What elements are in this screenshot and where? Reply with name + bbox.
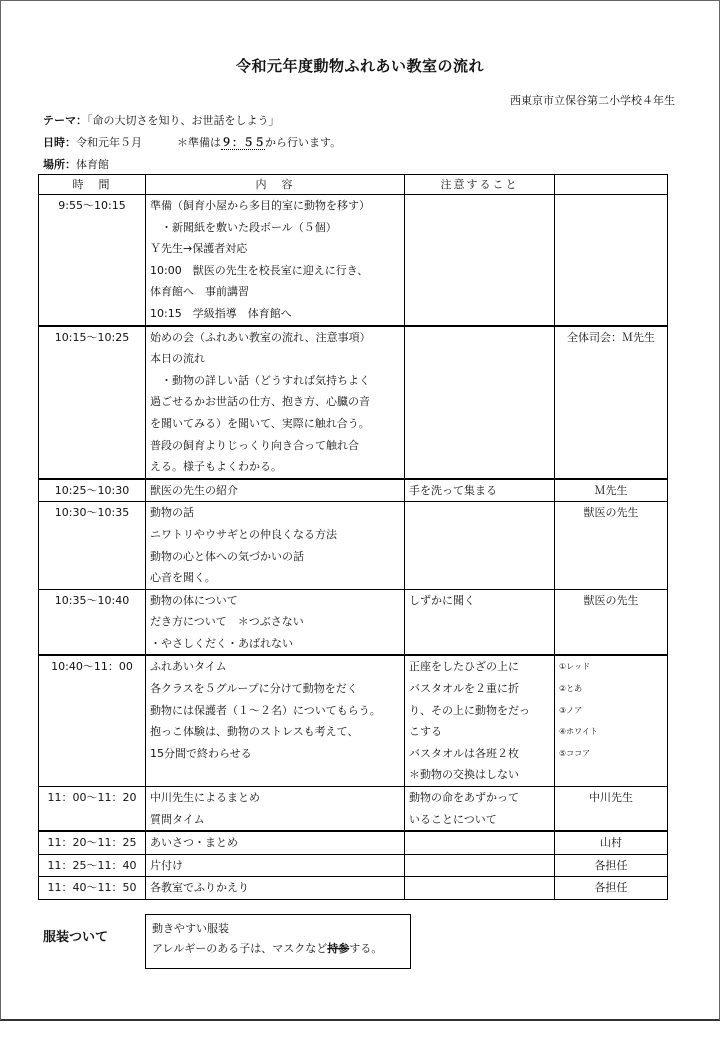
- row-content-line: 動物の話: [150, 506, 194, 520]
- date-line: [43, 134, 341, 150]
- table-row: [39, 479, 668, 502]
- row-content: [146, 787, 405, 832]
- row-content: [146, 195, 405, 326]
- row-notes-line: り、その上に動物をだっ: [409, 703, 530, 717]
- row-person: [555, 655, 668, 786]
- table-header-row: [39, 175, 668, 195]
- row-content-line: あいさつ・まとめ: [150, 836, 238, 850]
- row-time: 10:25〜10:30: [39, 479, 146, 502]
- row-time: 10:35〜10:40: [39, 589, 146, 655]
- header-time: 時 間: [39, 175, 146, 195]
- row-content: [146, 589, 405, 655]
- row-content-line: Ｙ先生→保護者対応: [150, 242, 248, 256]
- row-notes: [405, 831, 555, 854]
- row-notes-line: バスタオルを２重に折: [409, 682, 519, 696]
- row-person: [555, 589, 668, 655]
- theme-line: [43, 112, 280, 128]
- place-value: 体育館: [76, 158, 109, 171]
- row-notes: [405, 854, 555, 877]
- row-content-line: 動物の心と体への気づかいの話: [150, 549, 304, 563]
- row-person: [555, 195, 668, 326]
- dress-line-2-prefix: アレルギーのある子は、マスクなど: [152, 942, 328, 955]
- schedule-table: [38, 174, 668, 900]
- row-notes: [405, 787, 555, 832]
- row-person: [555, 326, 668, 479]
- row-person-line: 各担任: [594, 858, 628, 872]
- row-content-line: 15分間で終わらせる: [150, 746, 252, 760]
- row-time: 11：40〜11：50: [39, 877, 146, 900]
- row-content-line: ふれあいタイム: [150, 660, 227, 674]
- row-time: 10:15〜10:25: [39, 326, 146, 479]
- table-row: [39, 195, 668, 326]
- table-row: [39, 854, 668, 877]
- row-content: [146, 326, 405, 479]
- row-content-line: 10:15 学級指導 体育館へ: [150, 306, 292, 320]
- table-row: [39, 831, 668, 854]
- row-time: 11：00〜11：20: [39, 787, 146, 832]
- prep-time: ９：５５: [221, 136, 265, 149]
- row-content: [146, 877, 405, 900]
- row-person-line: 各担任: [594, 881, 628, 895]
- school-name: 西東京市立保谷第二小学校４年生: [510, 94, 675, 107]
- row-content: [146, 831, 405, 854]
- dress-line-2: [152, 939, 404, 959]
- row-content: [146, 854, 405, 877]
- row-notes-line: こする: [409, 725, 442, 739]
- row-content-line: ・新聞紙を敷いた段ボール（５個）: [150, 220, 337, 234]
- row-notes: [405, 877, 555, 900]
- row-person-line: ③ノア: [559, 705, 583, 715]
- header-notes: 注意すること: [405, 175, 555, 195]
- row-content-line: 各クラスを５グループに分けて動物をだく: [150, 682, 358, 696]
- row-person-line: 山村: [600, 836, 622, 850]
- row-content-line: える。様子もよくわかる。: [150, 460, 282, 474]
- dress-box: [145, 914, 411, 969]
- row-content-line: 過ごせるかお世話の仕方、抱き方、心臓の音: [150, 395, 370, 409]
- row-content-line: 体育館へ 事前講習: [150, 285, 249, 299]
- row-person-line: 中川先生: [589, 791, 633, 805]
- prep-suffix: から行います。: [265, 136, 342, 149]
- document-title: 令和元年度動物ふれあい教室の流れ: [235, 57, 484, 75]
- row-content: [146, 655, 405, 786]
- row-content-line: 獣医の先生の紹介: [150, 483, 238, 497]
- row-person-line: ④ホワイト: [559, 727, 598, 737]
- row-person-line: ⑤ココア: [559, 748, 591, 758]
- row-time: 10:30〜10:35: [39, 502, 146, 589]
- dress-line-1: 動きやすい服装: [152, 922, 229, 935]
- table-row: [39, 655, 668, 786]
- row-notes: [405, 326, 555, 479]
- dress-line-2-strike: 持参: [327, 942, 350, 955]
- table-row: [39, 589, 668, 655]
- row-content-line: ・動物の詳しい話（どうすれば気持ちよく: [150, 373, 370, 387]
- row-notes-line: 正座をしたひざの上に: [409, 660, 519, 674]
- row-content-line: 抱っこ体験は、動物のストレスも考えて、: [150, 725, 359, 739]
- row-content-line: 質問タイム: [150, 812, 205, 826]
- row-content: [146, 479, 405, 502]
- row-notes-line: バスタオルは各班２枚: [409, 746, 519, 760]
- row-person: [555, 479, 668, 502]
- row-content-line: 心音を聞く。: [150, 571, 216, 585]
- row-content: [146, 502, 405, 589]
- row-time: 11：20〜11：25: [39, 831, 146, 854]
- date-label: 日時：: [43, 136, 76, 149]
- row-content-line: 普段の飼育よりじっくり向き合って触れ合: [150, 438, 359, 452]
- row-notes: [405, 502, 555, 589]
- row-person: [555, 854, 668, 877]
- row-notes-line: 手を洗って集まる: [409, 483, 497, 497]
- row-notes-line: ＊動物の交換はしない: [409, 768, 519, 782]
- row-person: [555, 831, 668, 854]
- header-content: 内 容: [146, 175, 405, 195]
- row-person: [555, 877, 668, 900]
- row-person-line: 獣医の先生: [583, 593, 639, 607]
- row-notes: [405, 479, 555, 502]
- table-row: [39, 502, 668, 589]
- table-row: [39, 787, 668, 832]
- row-notes-line: いることについて: [409, 812, 497, 826]
- row-content-line: 10:00 獣医の先生を校長室に迎えに行き、: [150, 263, 369, 277]
- row-content-line: 始めの会（ふれあい教室の流れ、注意事項）: [150, 330, 371, 344]
- row-content-line: 動物には保護者（１〜２名）についてもらう。: [150, 703, 381, 717]
- row-notes-line: 動物の命をあずかって: [409, 791, 519, 805]
- table-row: [39, 877, 668, 900]
- row-person-line: 獣医の先生: [583, 506, 639, 520]
- schedule-body: [39, 195, 668, 900]
- row-content-line: 各教室でふりかえり: [150, 881, 249, 895]
- row-notes: [405, 195, 555, 326]
- row-person: [555, 502, 668, 589]
- row-content-line: ニワトリやウサギとの仲良くなる方法: [150, 527, 337, 541]
- prep-prefix: ＊準備は: [177, 136, 221, 149]
- row-notes-line: しずかに聞く: [409, 593, 475, 607]
- table-row: [39, 326, 668, 479]
- row-content-line: だき方について ＊つぶさない: [150, 615, 304, 629]
- row-content-line: 中川先生によるまとめ: [150, 791, 260, 805]
- row-content-line: 片付け: [150, 858, 183, 872]
- row-person-line: 全体司会：Ｍ先生: [567, 330, 655, 344]
- row-person-line: ②とあ: [559, 684, 583, 694]
- row-notes: [405, 589, 555, 655]
- row-person-line: ①レッド: [559, 662, 591, 672]
- row-content-line: 本日の流れ: [150, 352, 205, 366]
- dress-label: 服装ついて: [43, 930, 109, 945]
- row-person: [555, 787, 668, 832]
- row-content-line: 準備（飼育小屋から多目的室に動物を移す）: [150, 199, 370, 212]
- place-label: 場所：: [43, 158, 76, 171]
- date-value: 令和元年５月: [76, 136, 142, 149]
- row-time: 10:40〜11：00: [39, 655, 146, 786]
- row-content-line: ・やさしくだく・あばれない: [150, 636, 293, 650]
- place-line: [43, 156, 109, 172]
- row-content-line: 動物の体について: [150, 593, 238, 607]
- header-person: [555, 175, 668, 195]
- theme-label: テーマ：: [43, 114, 87, 127]
- row-person-line: Ｍ先生: [594, 483, 628, 497]
- row-notes: [405, 655, 555, 786]
- row-content-line: を聞いてみる）を聞いて、実際に触れ合う。: [150, 416, 370, 430]
- theme-value: 「命の大切さを知り、お世話をしよう」: [87, 114, 280, 127]
- row-time: 11：25〜11：40: [39, 854, 146, 877]
- dress-line-2-suffix: する。: [349, 942, 383, 955]
- row-time: 9:55〜10:15: [39, 195, 146, 326]
